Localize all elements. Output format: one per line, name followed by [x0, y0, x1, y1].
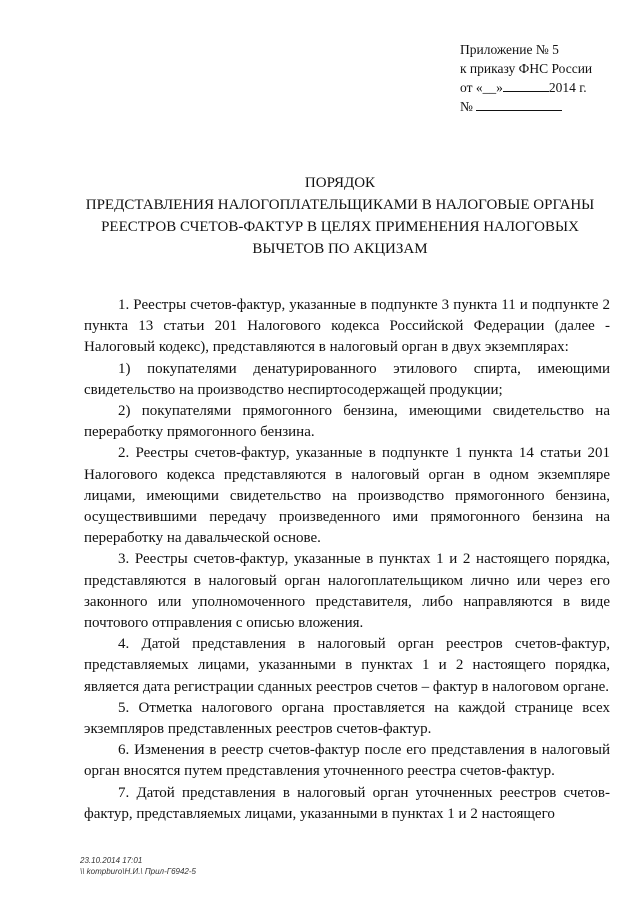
paragraph-4: 4. Датой представления в налоговый орган реестров счетов-фактур, представляемых лицами, указанными в пунктах 1 и 2 настоящего порядка, является дата регистрации сданных реестров счетов – фактур в налоговом органе.: [84, 636, 610, 695]
paragraph-5: 5. Отметка налогового органа проставляется на каждой странице всех экземпляров представленных реестров счетов-фактур.: [84, 699, 610, 738]
paragraph-2: 2. Реестры счетов-фактур, указанные в подпункте 1 пункта 14 статьи 201 Налогового кодекса представляются в налоговый орган в одном экземпляре лицами, имеющими свидетельство на производство прямогонного бензина, осуществившими передачу произведенного ими прямогонного бензина на переработку на давальческой основе.: [84, 445, 610, 547]
title-line-3: РЕЕСТРОВ СЧЕТОВ-ФАКТУР В ЦЕЛЯХ ПРИМЕНЕНИЯ НАЛОГОВЫХ: [101, 219, 579, 235]
order-number: [460, 97, 592, 116]
file-footer: [80, 855, 196, 877]
document-body: [84, 295, 610, 825]
paragraph-6: 6. Изменения в реестр счетов-фактур после его представления в налоговый орган вносятся путем представления уточненного реестра счетов-фактур.: [84, 742, 610, 780]
footer-file-path: \\ kompburo\Н.И.\ Прил-Г6942-5: [80, 867, 196, 876]
title-line-2: ПРЕДСТАВЛЕНИЯ НАЛОГОПЛАТЕЛЬЩИКАМИ В НАЛОГОВЫЕ ОРГАНЫ: [85, 197, 595, 213]
title-line-4: ВЫЧЕТОВ ПО АКЦИЗАМ: [252, 241, 428, 257]
order-date: [460, 78, 592, 97]
paragraph-1-sub-1: 1) покупателями денатурированного этилового спирта, имеющими свидетельство на производство неспиртосодержащей продукции;: [84, 360, 610, 398]
paragraph-1-sub-2: 2) покупателями прямогонного бензина, имеющими свидетельство на переработку прямогонного бензина.: [84, 403, 610, 441]
date-blank: [503, 79, 549, 92]
paragraph-7: 7. Датой представления в налоговый орган уточненных реестров счетов-фактур, представляемых лицами, указанными в пунктах 1 и 2 настоящего: [84, 784, 610, 822]
order-date-prefix: от «__»: [460, 80, 503, 95]
title-line-1: ПОРЯДОК: [304, 175, 376, 191]
order-number-prefix: №: [460, 99, 473, 114]
order-reference: к приказу ФНС России: [460, 61, 593, 76]
paragraph-3: 3. Реестры счетов-фактур, указанные в пунктах 1 и 2 настоящего порядка, представляются в налоговый орган налогоплательщиком лично или через его законного или уполномоченного представителя, либо направляются в виде почтового отправления с описью вложения.: [84, 551, 610, 632]
footer-timestamp: 23.10.2014 17:01: [80, 856, 143, 865]
approval-block: [460, 40, 592, 116]
document-title: [60, 172, 620, 260]
paragraph-1: 1. Реестры счетов-фактур, указанные в подпункте 3 пункта 11 и подпункте 2 пункта 13 статьи 201 Налогового кодекса Российской Федерации (далее - Налоговый кодекс), представляются в налоговый орган в двух экземплярах:: [84, 297, 610, 356]
appendix-number: Приложение № 5: [460, 42, 559, 57]
order-date-year: 2014 г.: [548, 80, 587, 95]
number-blank: [476, 98, 562, 111]
